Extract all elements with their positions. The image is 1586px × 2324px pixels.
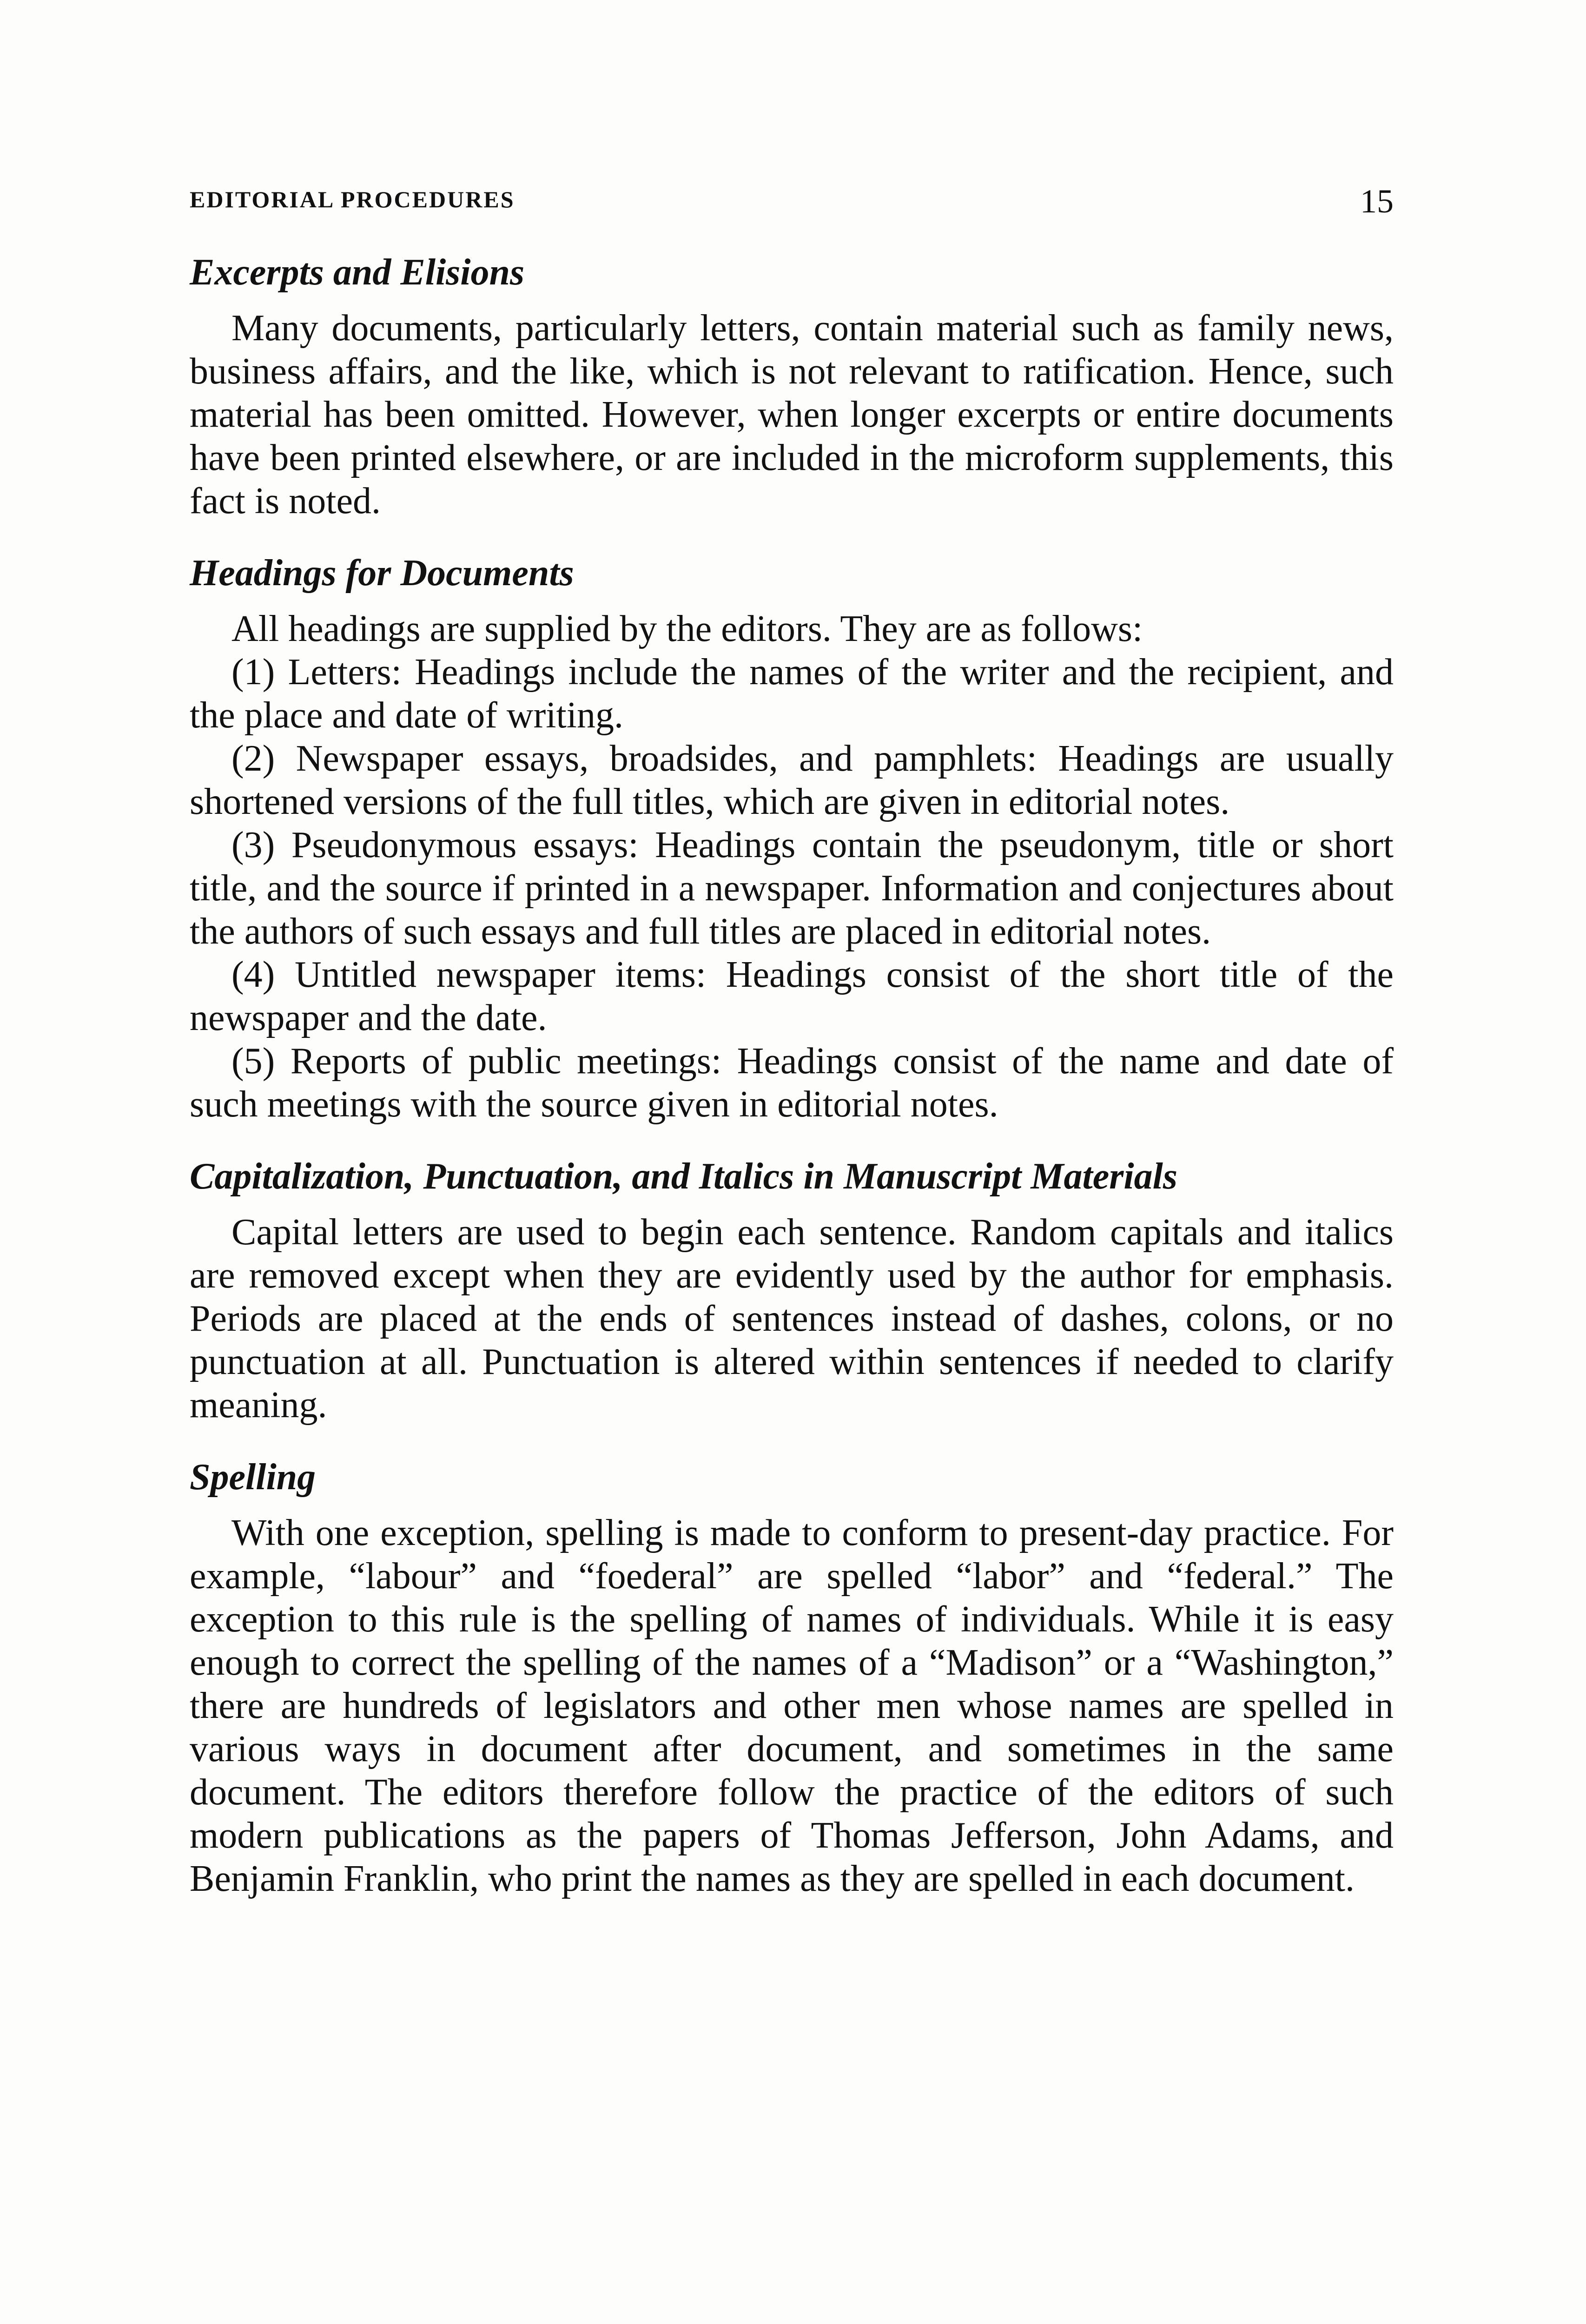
paragraph-pseudonymous-essays: (3) Pseudonymous essays: Headings contain the pseudonym, title or short title, and the source if printed in a newspaper. Information and conjectures about the authors of such essays and full titles are placed in editorial notes. bbox=[190, 825, 1394, 952]
paragraph-letters: (1) Letters: Headings include the names of the writer and the recipient, and the place and date of writing. bbox=[190, 652, 1394, 736]
paragraph: Many documents, particularly letters, contain material such as family news, business affairs, and the like, which is not relevant to ratification. Hence, such material has been omitted. However, when longer excerpts or entire documents have been printed elsewhere, or are included in the microform supplements, this fact is noted. bbox=[190, 308, 1394, 522]
section-headings-for-documents bbox=[190, 552, 1394, 1126]
section-heading: Excerpts and Elisions bbox=[190, 252, 525, 293]
paragraph: All headings are supplied by the editors. They are as follows: bbox=[231, 608, 1143, 649]
paragraph: Capital letters are used to begin each sentence. Random capitals and italics are removed except when they are evidently used by the author for emphasis. Periods are placed at the ends of sentences instead of dashes, colons, or no punctuation at all. Punctuation is altered within sentences if needed to clarify meaning. bbox=[190, 1212, 1394, 1426]
page-body bbox=[190, 251, 1394, 1901]
section-spacer bbox=[190, 523, 1394, 552]
section-capitalization bbox=[190, 1155, 1394, 1427]
running-title: EDITORIAL PROCEDURES bbox=[190, 186, 515, 212]
section-spelling bbox=[190, 1456, 1394, 1901]
section-heading: Capitalization, Punctuation, and Italics in Manuscript Materials bbox=[190, 1156, 1177, 1197]
section-excerpts-and-elisions bbox=[190, 251, 1394, 523]
paragraph: With one exception, spelling is made to conform to present-day practice. For example, “labour” and “foederal” are spelled “labor” and “federal.” The exception to this rule is the spelling of names of individuals. While it is easy enough to correct the spelling of the names of a “Madison” or a “Washington,” there are hundreds of legislators and other men whose names are spelled in various ways in document after document, and sometimes in the same document. The editors therefore follow the practice of the editors of such modern publications as the papers of Thomas Jefferson, John Adams, and Benjamin Franklin, who print the names as they are spelled in each document. bbox=[190, 1512, 1394, 1899]
section-heading: Headings for Documents bbox=[190, 553, 574, 594]
paragraph-untitled-items: (4) Untitled newspaper items: Headings consist of the short title of the newspaper and the date. bbox=[190, 954, 1394, 1038]
section-spacer bbox=[190, 1126, 1394, 1155]
paragraph-public-meetings: (5) Reports of public meetings: Headings consist of the name and date of such meetings with the source given in editorial notes. bbox=[190, 1041, 1394, 1125]
paragraph-newspaper-essays: (2) Newspaper essays, broadsides, and pamphlets: Headings are usually shortened versions of the full titles, which are given in editorial notes. bbox=[190, 738, 1394, 822]
section-spacer bbox=[190, 1427, 1394, 1456]
running-head bbox=[190, 183, 1394, 228]
page-number: 15 bbox=[1360, 183, 1394, 220]
section-heading: Spelling bbox=[190, 1457, 316, 1498]
